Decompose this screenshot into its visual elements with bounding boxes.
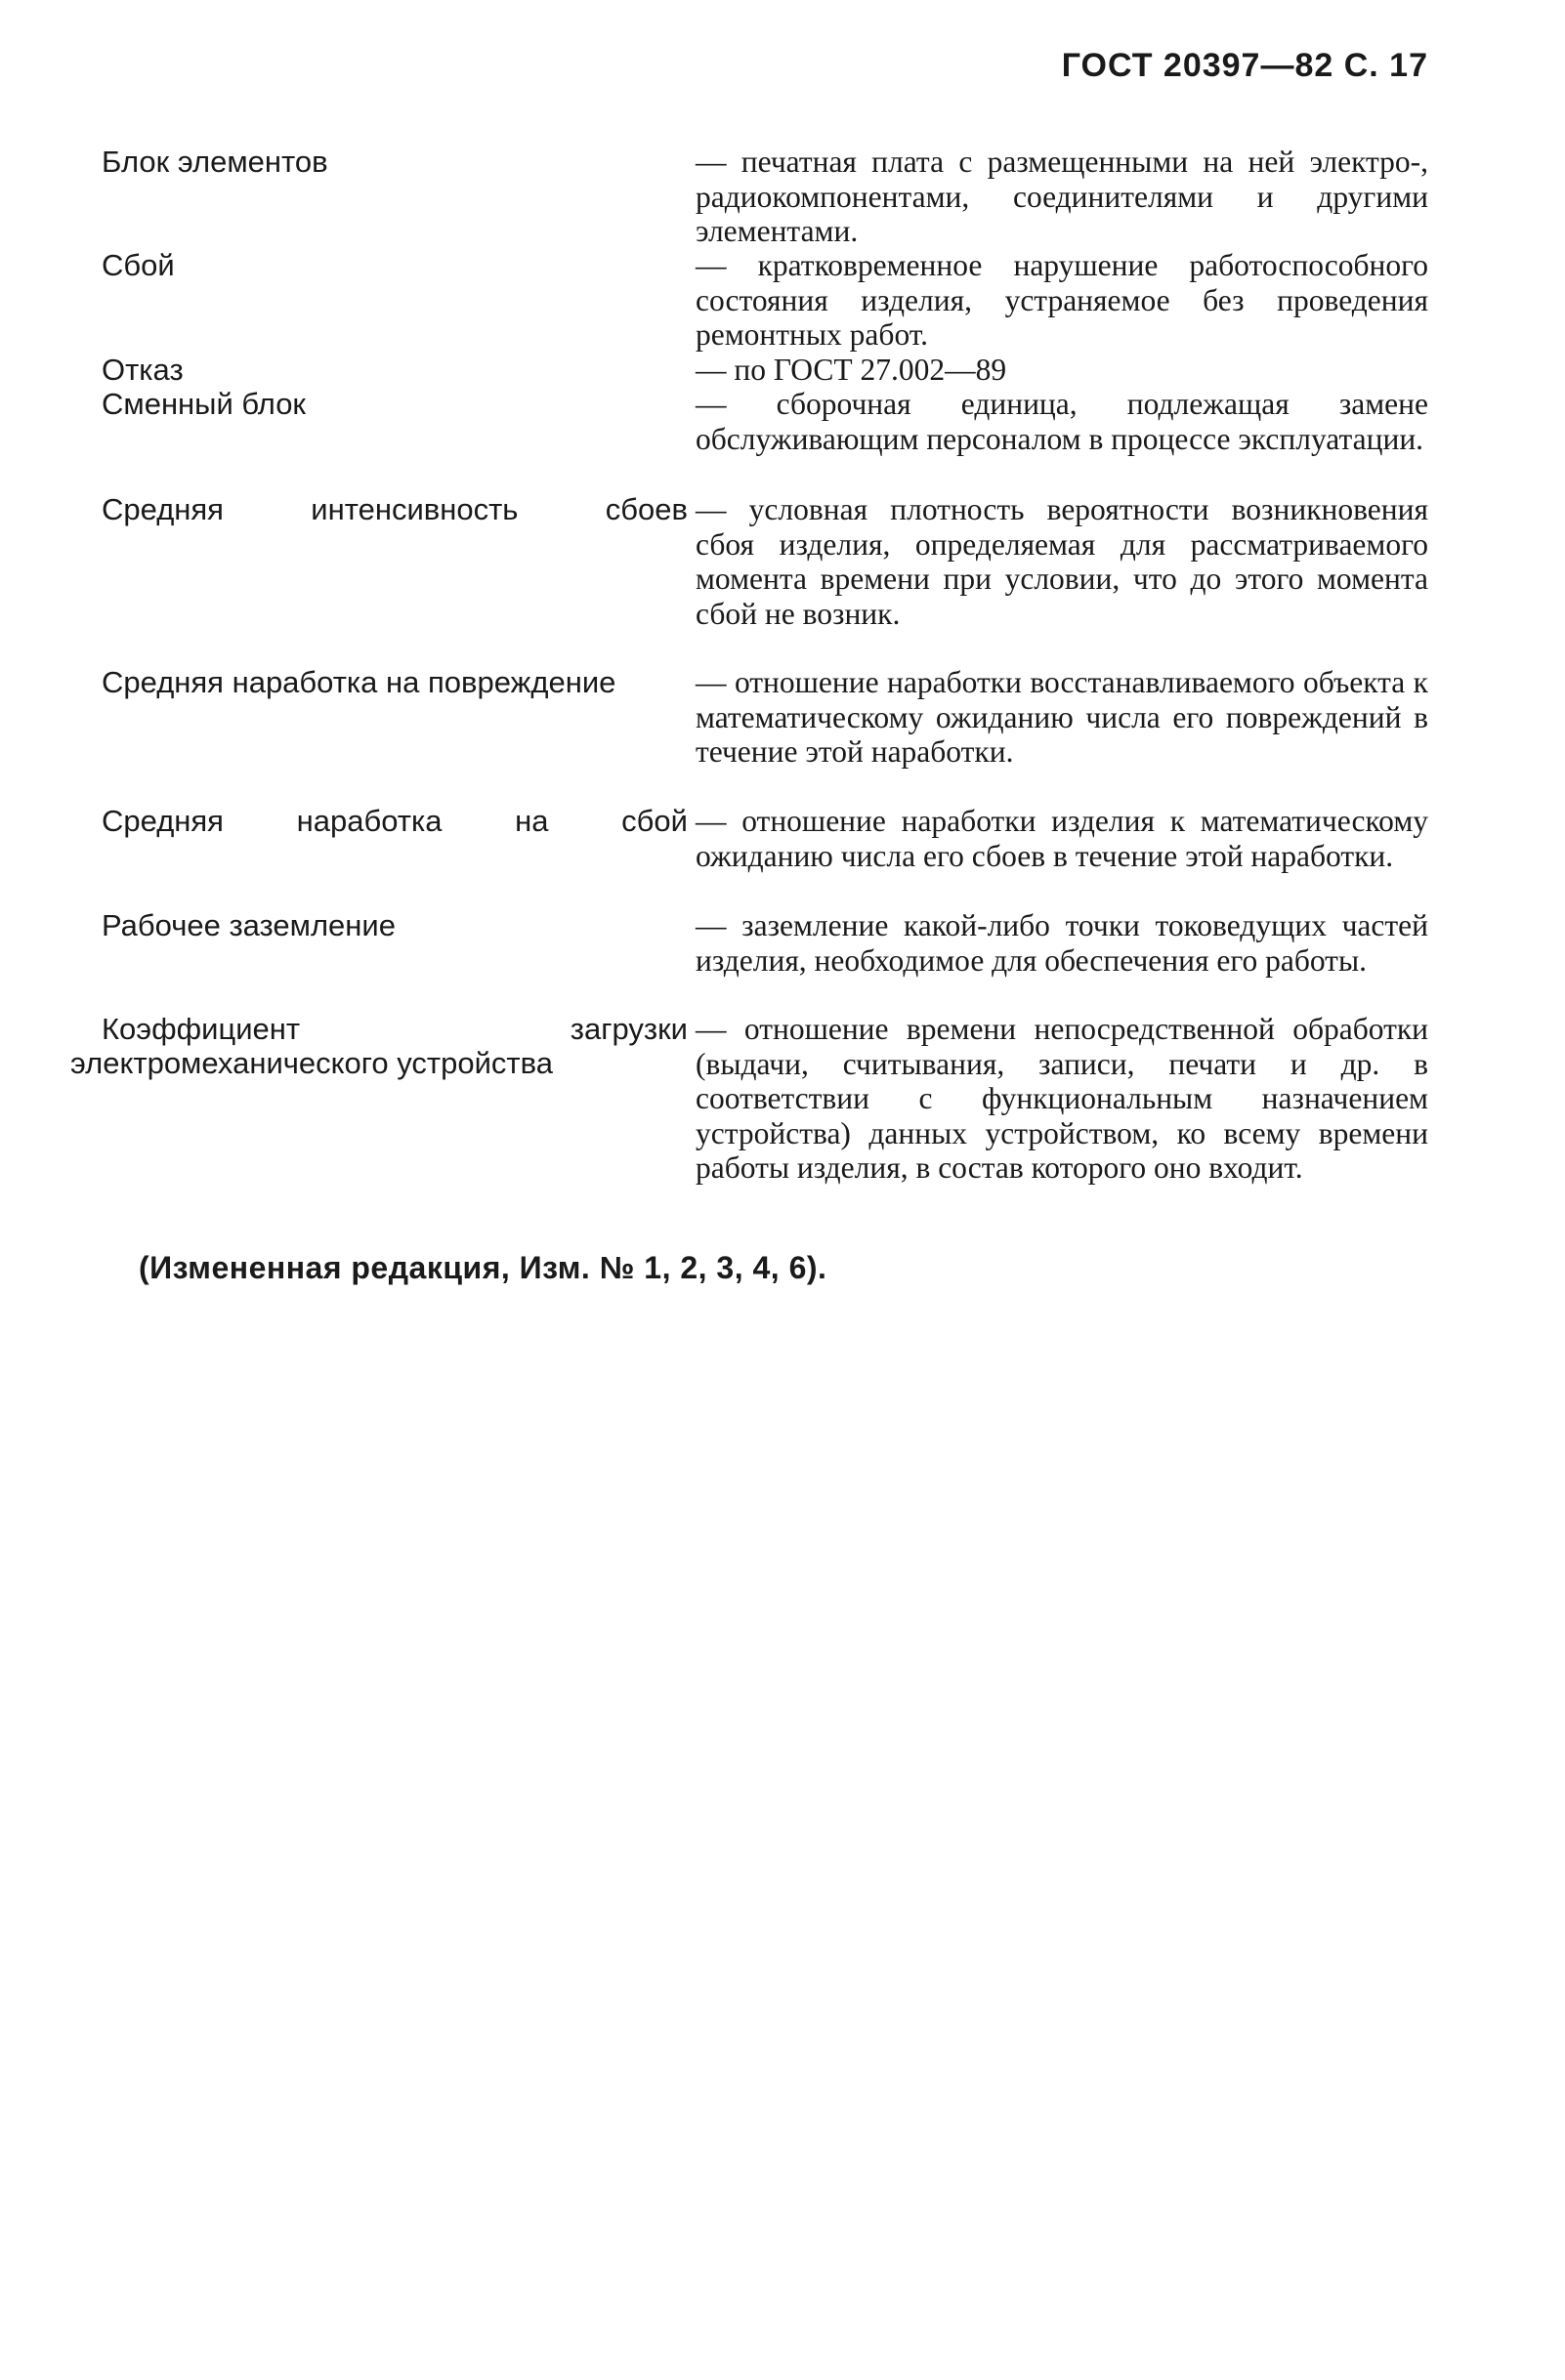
term-name: Сменный блок bbox=[102, 387, 306, 421]
term-name: Коэффициент загрузки электромеханического устройства bbox=[70, 1012, 688, 1080]
term-name: Средняя наработка на повреждение bbox=[102, 665, 616, 699]
term-entry bbox=[70, 1012, 1438, 1188]
term-definition: — кратковременное нарушение работоспособного состояния изделия, устраняемое без проведения ремонтных работ. bbox=[696, 248, 1428, 352]
term-name: Рабочее заземление bbox=[102, 908, 396, 942]
term-definition: — печатная плата с размещенными на ней электро-, радиокомпонентами, соединителями и другими элементами. bbox=[696, 145, 1428, 248]
term-entry bbox=[70, 353, 1438, 387]
term-name: Средняя наработка на сбой bbox=[102, 804, 688, 838]
term-definition: — условная плотность вероятности возникновения сбоя изделия, определяемая для рассматриваемого момента времени при условии, что до этого момента сбой не возник. bbox=[696, 492, 1428, 631]
term-definition: — по ГОСТ 27.002—89 bbox=[696, 353, 1007, 387]
term-name: Отказ bbox=[102, 353, 184, 387]
running-title: ГОСТ 20397—82 С. 17 bbox=[1061, 47, 1428, 84]
term-name: Средняя интенсивность сбоев bbox=[102, 492, 688, 526]
term-definition: — сборочная единица, подлежащая замене обслуживающим персоналом в процессе эксплуатации. bbox=[696, 387, 1428, 456]
term-entry bbox=[70, 387, 1438, 492]
term-definition: — отношение времени непосредственной обработки (выдачи, считывания, записи, печати и др. в соответствии с функциональным назначением устройства) данных устройством, ко всему времени работы изделия, в состав которого оно входит. bbox=[696, 1012, 1428, 1185]
term-entry bbox=[70, 908, 1438, 1012]
term-entry bbox=[70, 145, 1438, 248]
term-entry bbox=[70, 492, 1438, 665]
term-definition: — отношение наработки изделия к математическому ожиданию числа его сбоев в течение этой наработки. bbox=[696, 804, 1428, 873]
term-name: Блок элементов bbox=[102, 145, 328, 179]
term-definition: — заземление какой-либо точки токоведущих частей изделия, необходимое для обеспечения его работы. bbox=[696, 908, 1428, 978]
terms-list bbox=[70, 145, 1438, 1188]
term-entry bbox=[70, 665, 1438, 804]
term-entry bbox=[70, 248, 1438, 353]
amendment-note: (Измененная редакция, Изм. № 1, 2, 3, 4, 6). bbox=[139, 1250, 827, 1285]
term-entry bbox=[70, 804, 1438, 908]
term-definition: — отношение наработки восстанавливаемого объекта к математическому ожиданию числа его повреждений в течение этой наработки. bbox=[696, 665, 1428, 769]
term-name: Сбой bbox=[102, 248, 175, 282]
